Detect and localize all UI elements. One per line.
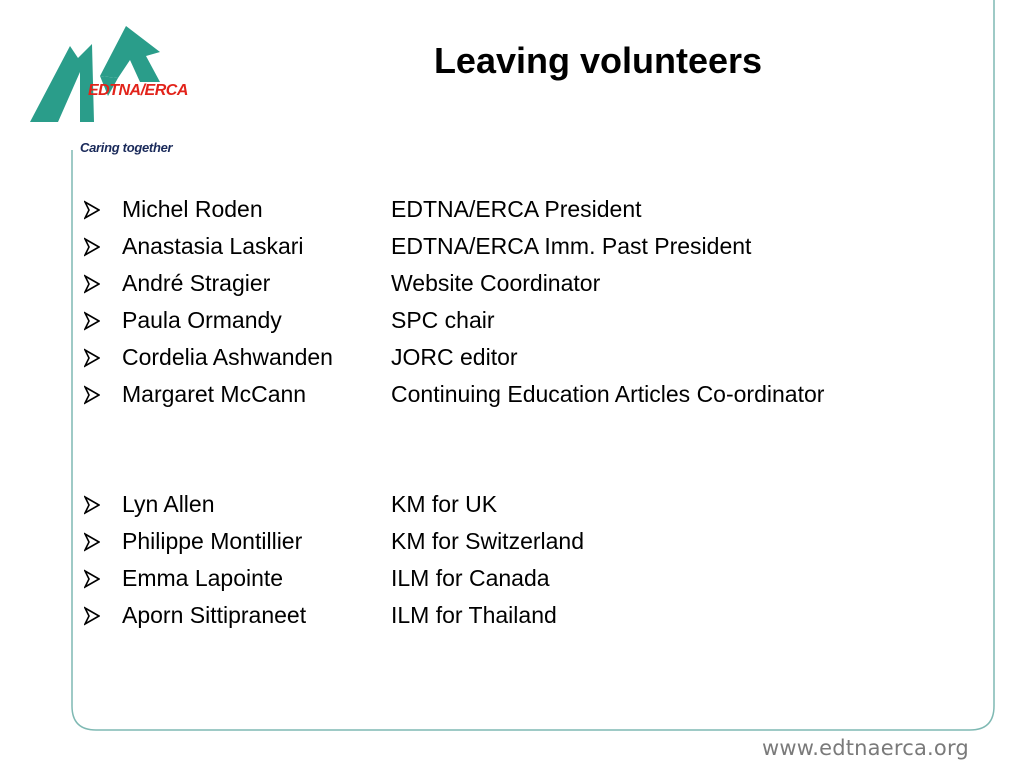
arrow-bullet-icon	[84, 532, 100, 552]
volunteer-name: Emma Lapointe	[122, 565, 284, 591]
volunteer-name: Paula Ormandy	[122, 307, 282, 333]
volunteer-name: Margaret McCann	[122, 381, 307, 407]
volunteer-name: Aporn Sittipraneet	[122, 602, 307, 628]
volunteer-role: Continuing Education Articles Co-ordinator	[391, 381, 825, 407]
volunteer-role: ILM for Thailand	[391, 602, 557, 628]
edtna-erca-logo-icon	[28, 26, 208, 126]
volunteer-name: Philippe Montillier	[122, 528, 303, 554]
logo-brand-text: EDTNA/ERCA	[88, 82, 188, 99]
arrow-bullet-icon	[84, 274, 100, 294]
arrow-bullet-icon	[84, 385, 100, 405]
volunteer-role: KM for UK	[391, 491, 498, 517]
arrow-bullet-icon	[84, 495, 100, 515]
arrow-bullet-icon	[84, 569, 100, 589]
arrow-bullet-icon	[84, 311, 100, 331]
volunteer-name: Lyn Allen	[122, 491, 215, 517]
volunteer-name: Michel Roden	[122, 196, 263, 222]
volunteer-role: JORC editor	[391, 344, 518, 370]
logo-tagline: Caring together	[80, 140, 173, 155]
volunteer-role: ILM for Canada	[391, 565, 550, 591]
volunteer-role: SPC chair	[391, 307, 495, 333]
volunteer-role: KM for Switzerland	[391, 528, 585, 554]
arrow-bullet-icon	[84, 606, 100, 626]
footer-url: www.edtnaerca.org	[762, 736, 969, 760]
volunteer-name: Cordelia Ashwanden	[122, 344, 333, 370]
arrow-bullet-icon	[84, 348, 100, 368]
volunteer-role: EDTNA/ERCA Imm. Past President	[391, 233, 752, 259]
arrow-bullet-icon	[84, 200, 100, 220]
volunteer-role: EDTNA/ERCA President	[391, 196, 642, 222]
page-title: Leaving volunteers	[433, 40, 763, 81]
volunteer-role: Website Coordinator	[391, 270, 601, 296]
volunteer-name: Anastasia Laskari	[122, 233, 304, 259]
volunteer-name: André Stragier	[122, 270, 271, 296]
arrow-bullet-icon	[84, 237, 100, 257]
